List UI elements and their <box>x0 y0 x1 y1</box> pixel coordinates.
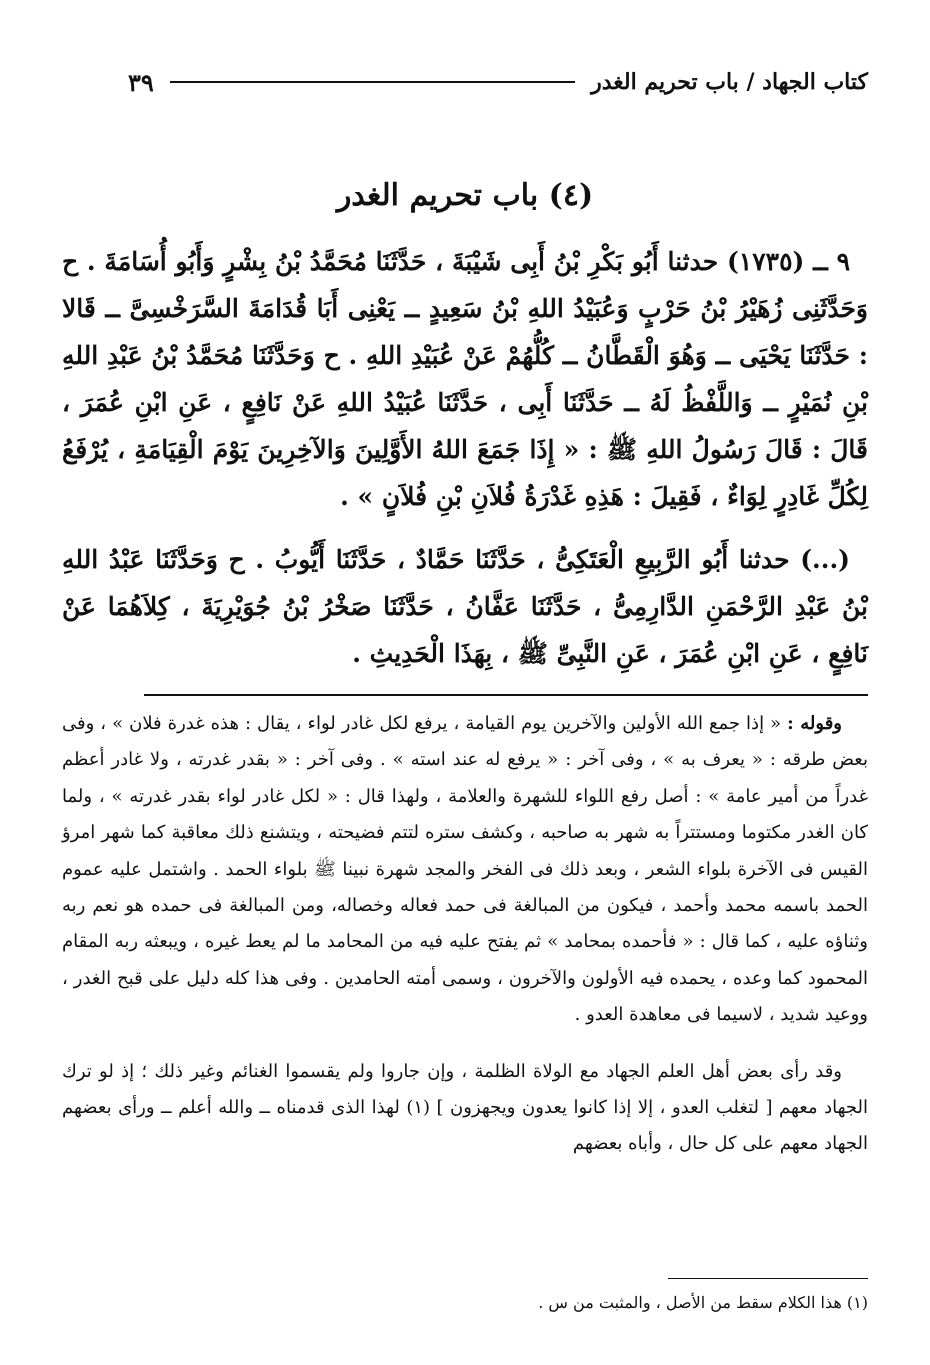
commentary-lead: وقوله : <box>787 713 842 734</box>
running-head <box>128 62 868 102</box>
hadith-1735-variant-text: (...) حدثنا أَبُو الرَّبِيعِ الْعَتَكِىُّ ، حَدَّثَنَا حَمَّادٌ ، حَدَّثَنَا أَيُّوبُ . ح وَحَدَّثَنَا عَبْدُ اللهِ بْنُ عَبْدِ الرَّحْمَنِ الدَّارِمِىُّ ، حَدَّثَنَا عَفَّانُ ، حَدَّثَنَا صَخْرُ بْنُ جُوَيْرِيَةَ ، كِلاَهُمَا عَنْ نَافِعٍ ، عَنِ ابْنِ عُمَرَ ، عَنِ النَّبِىِّ ﷺ ، بِهَذَا الْحَدِيثِ . <box>62 545 868 668</box>
commentary-paragraph-2: وقد رأى بعض أهل العلم الجهاد مع الولاة الظلمة ، وإن جاروا ولم يقسموا الغنائم وغير ذلك ؛ إذ لو ترك الجهاد معهم [ لتغلب العدو ، إلا إذا كانوا يعدون ويجهزون ] (١) لهذا الذى قدمناه ــ والله أعلم ــ ورأى بعضهم الجهاد معهم على كل حال ، وأباه بعضهم <box>62 1060 868 1155</box>
running-head-rule <box>170 81 575 83</box>
commentary-paragraph-1-text: « إذا جمع الله الأولين والآخرين يوم القيامة ، يرفع لكل غادر لواء ، يقال : هذه غدرة فلان » ، وفى بعض طرقه : « يعرف به » ، وفى آخر : « يرفع له عند استه » . وفى آخر : « بقدر غدرته ، ولا غادر أعظم غدراً من أمير عامة » : أصل رفع اللواء للشهرة والعلامة ، ولهذا قال : « لكل غادر لواء بقدر غدرته » ، ولما كان الغدر مكتوما ومستتراً به شهر به صاحبه ، وكشف ستره لتتم فضيحته ، ويتشنع ذلك معاقبة كما شهر امرؤ القيس فى الآخرة بلواء الشعر ، وبعد ذلك فى الفخر والمجد شهرة نبينا ﷺ بلواء الحمد . واشتمل عليه عموم الحمد باسمه محمد وأحمد ، فيكون من المبالغة فى حمد فعاله وخصاله، ومن المبالغة فى حمده هو نعم ربه وثناؤه عليه ، كما قال : « فأحمده بمحامد » ثم يفتح عليه فيه من المحامد ما لم يعط غيره ، ويبعثه ربه المقام المحمود كما وعده ، يحمده فيه الأولون والآخرون ، وسمى أمته الحامدين . وفى هذا كله دليل على قبح الغدر ، ووعيد شديد ، لاسيما فى معاهدة العدو . <box>62 713 868 1026</box>
page-number: ٣٩ <box>128 67 154 97</box>
commentary-paragraph-1 <box>62 706 868 1034</box>
commentary <box>62 706 868 1163</box>
hadith-1735-text: ٩ ــ (١٧٣٥) حدثنا أَبُو بَكْرِ بْنُ أَبِى شَيْبَةَ ، حَدَّثَنَا مُحَمَّدُ بْنُ بِشْرٍ وَأَبُو أُسَامَةَ . ح وَحَدَّثَنِى زُهَيْرُ بْنُ حَرْبٍ وَعُبَيْدُ اللهِ بْنُ سَعِيدٍ ــ يَعْنِى أَبَا قُدَامَةَ السَّرَخْسِىَّ ــ قَالا : حَدَّثَنَا يَحْيَى ــ وَهُوَ الْقَطَّانُ ــ كُلُّهُمْ عَنْ عُبَيْدِ اللهِ . ح وَحَدَّثَنَا مُحَمَّدُ بْنُ عَبْدِ اللهِ بْنِ نُمَيْرٍ ــ وَاللَّفْظُ لَهُ ــ حَدَّثَنَا أَبِى ، حَدَّثَنَا عُبَيْدُ اللهِ عَنْ نَافِعٍ ، عَنِ ابْنِ عُمَرَ ، قَالَ : قَالَ رَسُولُ اللهِ ﷺ : « إِذَا جَمَعَ اللهُ الأَوَّلِينَ وَالآخِرِينَ يَوْمَ الْقِيَامَةِ ، يُرْفَعُ لِكُلِّ غَادِرٍ لِوَاءٌ ، فَقِيلَ : هَذِهِ غَدْرَةُ فُلاَنِ بْنِ فُلاَنٍ » . <box>62 247 868 511</box>
footnote: (١) هذا الكلام سقط من الأصل ، والمثبت من س . <box>538 1293 868 1312</box>
hadith-1735-variant <box>62 536 868 677</box>
hadith-1735 <box>62 238 868 520</box>
commentary-divider <box>144 694 868 696</box>
running-head-title: كتاب الجهاد / باب تحريم الغدر <box>591 69 868 95</box>
chapter-title: (٤) باب تحريم الغدر <box>336 178 594 213</box>
footnote-rule <box>668 1278 868 1279</box>
